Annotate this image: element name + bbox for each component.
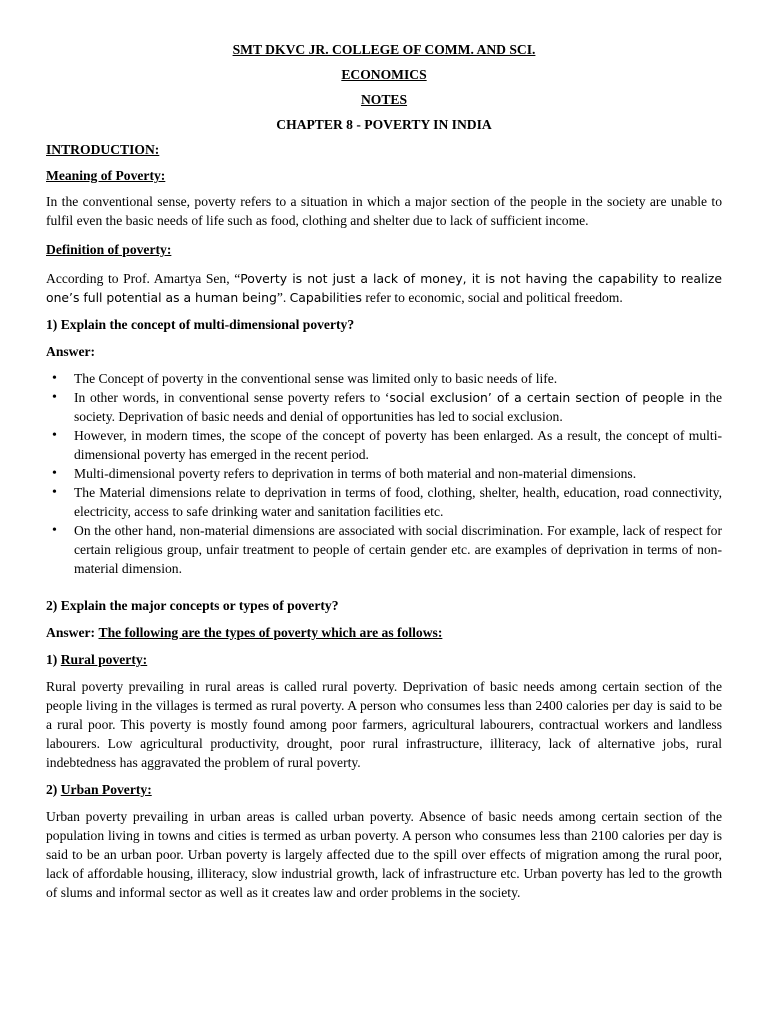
rural-poverty-paragraph: Rural poverty prevailing in rural areas is called rural poverty. Deprivation of basic needs among certain section of the people living in the villages is termed as rural poverty. A person who consumes less than 2400 calories per day is said to be a rural poor. This poverty is mostly found among poor farmers, agricultural labourers, contractual workers and landless labourers. Low agricultural productivity, drought, poor rural infrastructure, illiteracy, lack of alternative jobs, rural indebtedness has aggravated the problem of rural poverty. — [46, 679, 722, 770]
definition-heading: Definition of poverty: — [46, 242, 172, 257]
meaning-paragraph: In the conventional sense, poverty refers to a situation in which a major section of the people in the society are unable to fulfil even the basic needs of life such as food, clothing and shelter due to lack of sufficient income. — [46, 194, 722, 228]
definition-paragraph: According to Prof. Amartya Sen, “Poverty is not just a lack of money, it is not having the capability to realize one’s full potential as a human being”. Capabilities refer to economic, social and political freedom. — [46, 271, 722, 305]
college-name: SMT DKVC JR. COLLEGE OF COMM. AND SCI. — [232, 42, 536, 57]
urban-poverty-heading: 2) Urban Poverty: — [46, 782, 152, 797]
subject-title: ECONOMICS — [341, 67, 427, 82]
list-item: • However, in modern times, the scope of the concept of poverty has been enlarged. As a result, the concept of multi-dimensional poverty has emerged in the recent period. — [74, 426, 722, 464]
question-1: 1) Explain the concept of multi-dimensional poverty? — [46, 317, 355, 332]
rural-poverty-heading: 1) Rural poverty: — [46, 652, 148, 667]
urban-poverty-paragraph: Urban poverty prevailing in urban areas is called urban poverty. Absence of basic needs among certain section of the population living in towns and cities is termed as urban poverty. A person who consumes less than 2100 calories per day is said to be an urban poor. Urban poverty is largely affected due to the spill over effects of migration among the rural poor, lack of affordable housing, illiteracy, slow industrial growth, lack of infrastructure etc. Urban poverty has led to the growth of slums and informal sector as well as it creates law and order problems in the society. — [46, 809, 722, 900]
list-item: • In other words, in conventional sense poverty refers to ‘social exclusion’ of a certain section of people in the society. Deprivation of basic needs and denial of opportunities has led to social exclusion. — [74, 388, 722, 426]
list-item: • Multi-dimensional poverty refers to deprivation in terms of both material and non-material dimensions. — [74, 464, 722, 483]
list-item: • The Material dimensions relate to deprivation in terms of food, clothing, shelter, health, education, road connectivity, electricity, access to safe drinking water and sanitation facilities etc. — [74, 483, 722, 521]
question-2: 2) Explain the major concepts or types of poverty? — [46, 598, 339, 613]
list-item: • The Concept of poverty in the conventional sense was limited only to basic needs of life. — [74, 369, 722, 388]
answer-2: Answer: The following are the types of poverty which are as follows: — [46, 625, 443, 640]
answer-1-list — [46, 369, 722, 578]
chapter-title: CHAPTER 8 - POVERTY IN INDIA — [276, 117, 492, 132]
introduction-heading: INTRODUCTION: — [46, 142, 160, 157]
list-item: • On the other hand, non-material dimensions are associated with social discrimination. For example, lack of respect for certain religious group, unfair treatment to people of certain gender etc. are examples of deprivation in terms of non-material dimension. — [74, 521, 722, 578]
notes-title: NOTES — [360, 92, 408, 107]
definition-quote: Poverty is not just a lack of money, it is not having the capability to realize one’s full potential as a human being — [46, 271, 722, 305]
answer-1-label: Answer: — [46, 344, 96, 359]
meaning-heading: Meaning of Poverty: — [46, 168, 166, 183]
